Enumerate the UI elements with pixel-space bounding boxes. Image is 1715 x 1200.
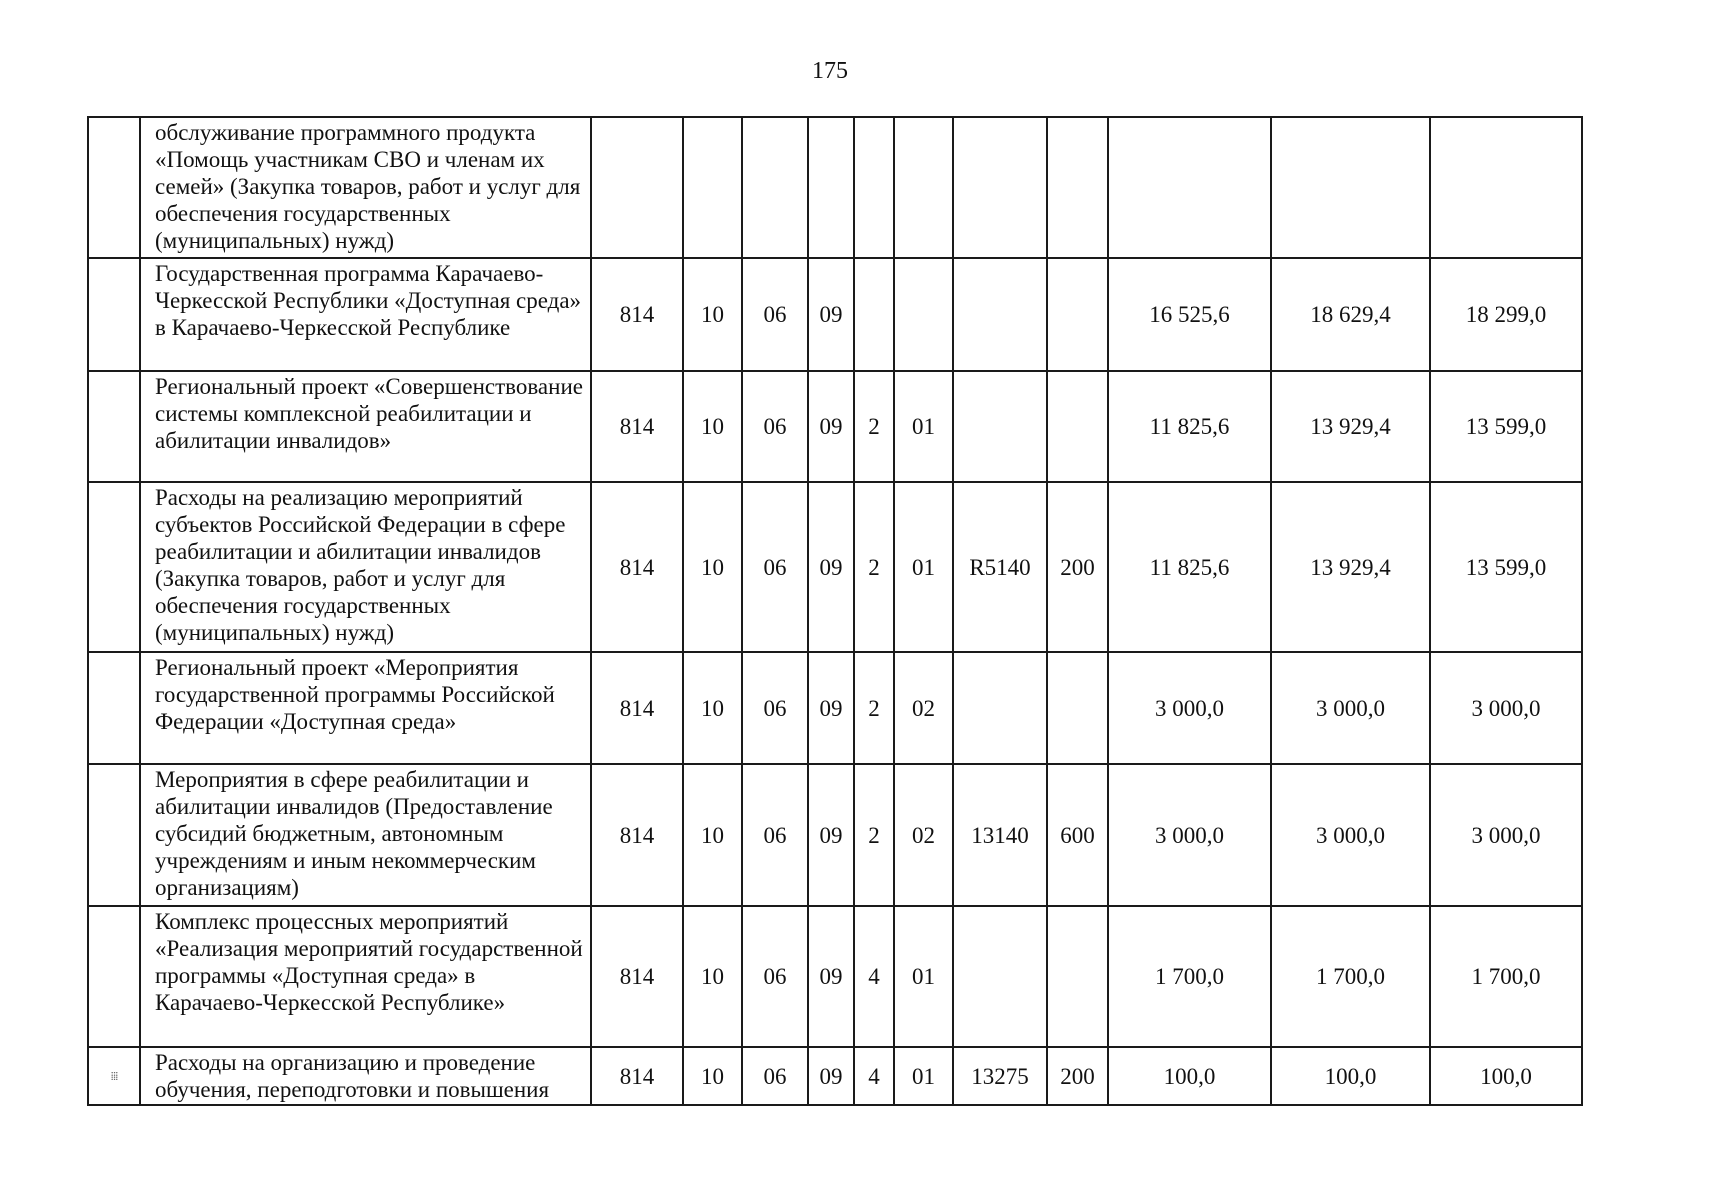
activity-code-cell: 01 [894, 482, 953, 652]
subsection-code-cell: 06 [742, 906, 808, 1047]
expense-name-cell: обслуживание программного продукта «Помощь участникам СВО и членам их семей» (Закупка товаров, работ и услуг для обеспечения государственных (муниципальных) нужд) [140, 117, 591, 258]
subprogram-code-cell: 4 [854, 1047, 894, 1105]
amount-year-1-cell: 1 700,0 [1108, 906, 1271, 1047]
activity-code-cell: 01 [894, 906, 953, 1047]
expense-type-code-cell [1047, 652, 1108, 764]
expense-name-cell: Государственная программа Карачаево-Черкесской Республики «Доступная среда» в Карачаево-Черкесской Республике [140, 258, 591, 371]
direction-code-cell: R5140 [953, 482, 1047, 652]
amount-year-2-cell: 13 929,4 [1271, 482, 1430, 652]
program-code-cell: 09 [808, 906, 854, 1047]
table-row [88, 652, 1582, 764]
expense-type-code-cell: 600 [1047, 764, 1108, 906]
subsection-code-cell: 06 [742, 482, 808, 652]
department-code-cell: 814 [591, 482, 683, 652]
amount-year-3-cell: 3 000,0 [1430, 652, 1582, 764]
amount-year-2-cell: 13 929,4 [1271, 371, 1430, 482]
amount-year-1-cell: 3 000,0 [1108, 652, 1271, 764]
subsection-code-cell: 06 [742, 652, 808, 764]
department-code-cell: 814 [591, 1047, 683, 1105]
subprogram-code-cell [854, 117, 894, 258]
activity-code-cell: 02 [894, 764, 953, 906]
subprogram-code-cell: 2 [854, 652, 894, 764]
activity-code-cell [894, 117, 953, 258]
expense-type-code-cell [1047, 117, 1108, 258]
row-number-cell [88, 117, 140, 258]
program-code-cell: 09 [808, 371, 854, 482]
amount-year-2-cell: 18 629,4 [1271, 258, 1430, 371]
subprogram-code-cell [854, 258, 894, 371]
direction-code-cell [953, 117, 1047, 258]
amount-year-2-cell: 3 000,0 [1271, 764, 1430, 906]
row-number-cell [88, 1047, 140, 1105]
expense-type-code-cell [1047, 906, 1108, 1047]
department-code-cell [591, 117, 683, 258]
program-code-cell: 09 [808, 764, 854, 906]
expense-name-cell: Региональный проект «Мероприятия государственной программы Российской Федерации «Доступная среда» [140, 652, 591, 764]
row-number-cell [88, 258, 140, 371]
department-code-cell: 814 [591, 371, 683, 482]
direction-code-cell [953, 258, 1047, 371]
row-number-cell [88, 371, 140, 482]
section-code-cell: 10 [683, 482, 742, 652]
activity-code-cell: 01 [894, 1047, 953, 1105]
activity-code-cell: 01 [894, 371, 953, 482]
amount-year-2-cell: 1 700,0 [1271, 906, 1430, 1047]
direction-code-cell: 13140 [953, 764, 1047, 906]
subsection-code-cell: 06 [742, 764, 808, 906]
expense-type-code-cell [1047, 371, 1108, 482]
activity-code-cell: 02 [894, 652, 953, 764]
subprogram-code-cell: 2 [854, 371, 894, 482]
program-code-cell: 09 [808, 1047, 854, 1105]
section-code-cell: 10 [683, 371, 742, 482]
table-row [88, 482, 1582, 652]
section-code-cell: 10 [683, 258, 742, 371]
amount-year-2-cell [1271, 117, 1430, 258]
subprogram-code-cell: 4 [854, 906, 894, 1047]
amount-year-3-cell [1430, 117, 1582, 258]
faded-stamp-mark: ⁞⁞⁞ [110, 1069, 118, 1083]
direction-code-cell [953, 371, 1047, 482]
direction-code-cell [953, 906, 1047, 1047]
program-code-cell: 09 [808, 652, 854, 764]
amount-year-1-cell: 100,0 [1108, 1047, 1271, 1105]
department-code-cell: 814 [591, 258, 683, 371]
row-number-cell [88, 764, 140, 906]
table-row [88, 1047, 1582, 1105]
table-row [88, 906, 1582, 1047]
table-row [88, 117, 1582, 258]
expense-name-cell: Региональный проект «Совершенствование системы комплексной реабилитации и абилитации инвалидов» [140, 371, 591, 482]
amount-year-2-cell: 100,0 [1271, 1047, 1430, 1105]
subprogram-code-cell: 2 [854, 482, 894, 652]
expense-type-code-cell: 200 [1047, 1047, 1108, 1105]
section-code-cell: 10 [683, 1047, 742, 1105]
amount-year-1-cell: 11 825,6 [1108, 371, 1271, 482]
department-code-cell: 814 [591, 652, 683, 764]
amount-year-3-cell: 13 599,0 [1430, 482, 1582, 652]
table-row [88, 258, 1582, 371]
amount-year-3-cell: 13 599,0 [1430, 371, 1582, 482]
table-row [88, 764, 1582, 906]
program-code-cell: 09 [808, 482, 854, 652]
program-code-cell [808, 117, 854, 258]
table-row [88, 371, 1582, 482]
amount-year-3-cell: 18 299,0 [1430, 258, 1582, 371]
section-code-cell: 10 [683, 764, 742, 906]
amount-year-2-cell: 3 000,0 [1271, 652, 1430, 764]
subsection-code-cell: 06 [742, 371, 808, 482]
expense-name-cell: Комплекс процессных мероприятий «Реализация мероприятий государственной программы «Доступная среда» в Карачаево-Черкесской Республике» [140, 906, 591, 1047]
amount-year-3-cell: 100,0 [1430, 1047, 1582, 1105]
department-code-cell: 814 [591, 906, 683, 1047]
direction-code-cell: 13275 [953, 1047, 1047, 1105]
section-code-cell [683, 117, 742, 258]
amount-year-3-cell: 3 000,0 [1430, 764, 1582, 906]
amount-year-1-cell: 3 000,0 [1108, 764, 1271, 906]
department-code-cell: 814 [591, 764, 683, 906]
subsection-code-cell [742, 117, 808, 258]
expense-name-cell: Расходы на организацию и проведение обучения, переподготовки и повышения [140, 1047, 591, 1105]
amount-year-3-cell: 1 700,0 [1430, 906, 1582, 1047]
page-number: 175 [812, 58, 848, 84]
amount-year-1-cell: 11 825,6 [1108, 482, 1271, 652]
direction-code-cell [953, 652, 1047, 764]
expense-type-code-cell [1047, 258, 1108, 371]
activity-code-cell [894, 258, 953, 371]
subsection-code-cell: 06 [742, 1047, 808, 1105]
amount-year-1-cell [1108, 117, 1271, 258]
expense-type-code-cell: 200 [1047, 482, 1108, 652]
row-number-cell [88, 906, 140, 1047]
row-number-cell [88, 482, 140, 652]
amount-year-1-cell: 16 525,6 [1108, 258, 1271, 371]
section-code-cell: 10 [683, 652, 742, 764]
subsection-code-cell: 06 [742, 258, 808, 371]
row-number-cell [88, 652, 140, 764]
expense-name-cell: Расходы на реализацию мероприятий субъектов Российской Федерации в сфере реабилитации и абилитации инвалидов (Закупка товаров, работ и услуг для обеспечения государственных (муниципальных) нужд) [140, 482, 591, 652]
section-code-cell: 10 [683, 906, 742, 1047]
subprogram-code-cell: 2 [854, 764, 894, 906]
program-code-cell: 09 [808, 258, 854, 371]
budget-table [87, 116, 1583, 1106]
expense-name-cell: Мероприятия в сфере реабилитации и абилитации инвалидов (Предоставление субсидий бюджетным, автономным учреждениям и иным некоммерческим организациям) [140, 764, 591, 906]
